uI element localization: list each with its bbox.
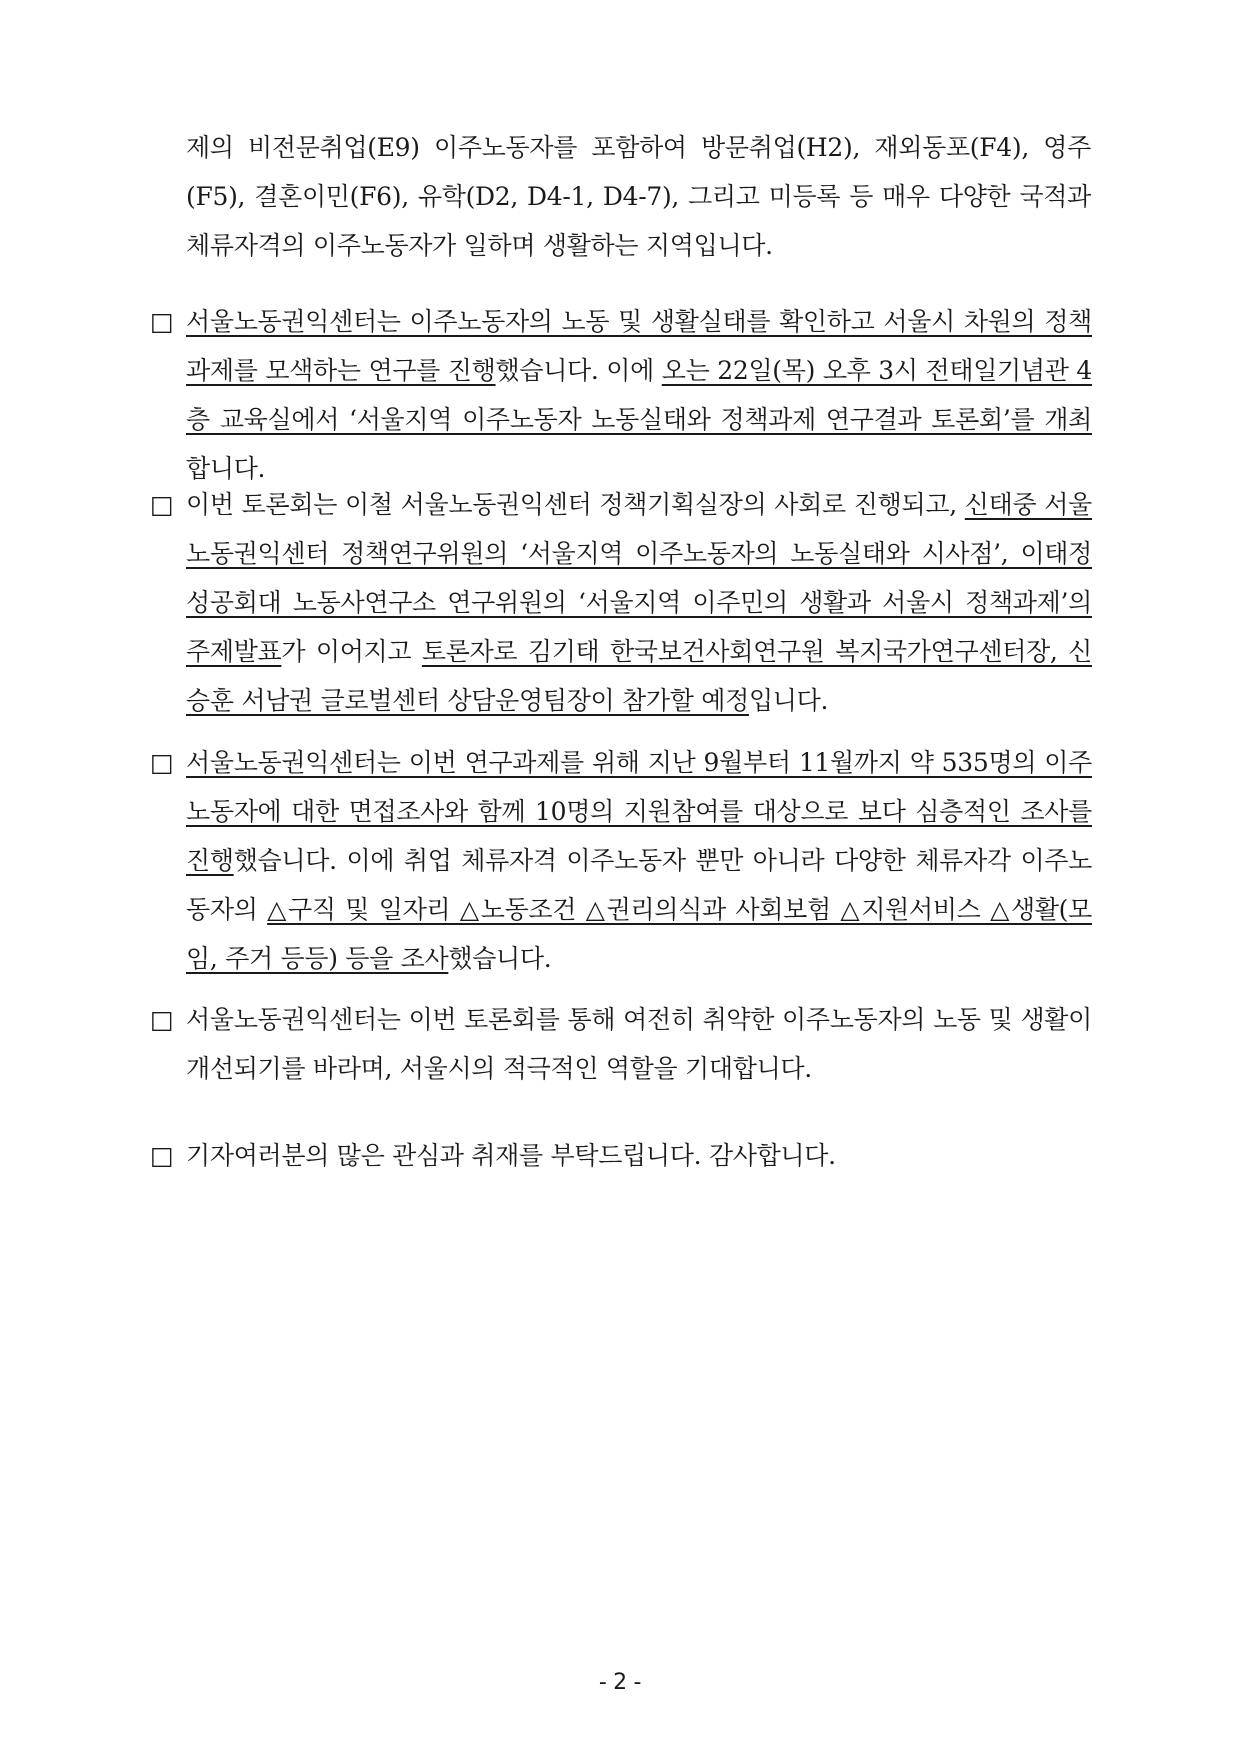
plain-text: 합니다. bbox=[186, 454, 266, 483]
checkbox-bullet-icon: □ bbox=[150, 1141, 174, 1170]
paragraph-body bbox=[186, 297, 1092, 493]
paragraph-body bbox=[186, 480, 1092, 725]
checkbox-bullet-icon: □ bbox=[150, 307, 174, 336]
underlined-text: 서울노동권익센터는 이번 연구과제를 위해 지난 9월부터 11월까지 약 535명의 이주노동자에 대한 면접조사와 함께 10명의 지원참여를 대상으로 보다 심층적인 조사를 진행 bbox=[186, 748, 1092, 875]
underlined-text: 토론자로 김기태 한국보건사회연구원 복지국가연구센터장, 신승훈 서남권 글로벌센터 상담운영팀장이 참가할 예정 bbox=[186, 637, 1092, 715]
continued-paragraph-text: 제의 비전문취업(E9) 이주노동자를 포함하여 방문취업(H2), 재외동포(F4), 영주(F5), 결혼이민(F6), 유학(D2, D4-1, D4-7), 그리고 미등록 등 매우 다양한 국적과 체류자격의 이주노동자가 일하며 생활하는 지역입니다. bbox=[186, 133, 1091, 260]
bullet-paragraph-4 bbox=[150, 995, 1092, 1093]
underlined-text: 오는 22일(목) 오후 3시 전태일기념관 4층 교육실에서 ‘서울지역 이주노동자 노동실태와 정책과제 연구결과 토론회’를 개최 bbox=[186, 356, 1092, 434]
page-number: - 2 - bbox=[598, 1670, 642, 1695]
plain-text: 입니다. bbox=[748, 686, 829, 715]
paragraph-body bbox=[186, 738, 1092, 983]
paragraph-body: 서울노동권익센터는 이번 토론회를 통해 여전히 취약한 이주노동자의 노동 및 생활이 개선되기를 바라며, 서울시의 적극적인 역할을 기대합니다. bbox=[186, 1005, 1092, 1083]
checkbox-bullet-icon: □ bbox=[150, 748, 174, 777]
underlined-text: △구직 및 일자리 △노동조건 △권리의식과 사회보험 △지원서비스 △생활(모임, 주거 등등) 등을 조사 bbox=[186, 895, 1092, 973]
underlined-text: 신태중 서울노동권익센터 정책연구위원의 ‘서울지역 이주노동자의 노동실태와 시사점’, 이태정 성공회대 노동사연구소 연구위원의 ‘서울지역 이주민의 생활과 서울시 정책과제’의 주제발표 bbox=[186, 490, 1092, 666]
plain-text: 했습니다. bbox=[448, 944, 552, 973]
bullet-paragraph-2 bbox=[150, 480, 1092, 725]
checkbox-bullet-icon: □ bbox=[150, 1005, 174, 1034]
bullet-paragraph-5 bbox=[150, 1131, 1092, 1180]
paragraph-body: 기자여러분의 많은 관심과 취재를 부탁드립니다. 감사합니다. bbox=[186, 1141, 836, 1170]
plain-text: 이번 토론회는 이철 서울노동권익센터 정책기획실장의 사회로 진행되고, bbox=[186, 490, 965, 519]
checkbox-bullet-icon: □ bbox=[150, 490, 174, 519]
bullet-paragraph-1 bbox=[150, 297, 1092, 493]
underlined-text: 서울노동권익센터는 이주노동자의 노동 및 생활실태를 확인하고 서울시 차원의 정책과제를 모색하는 연구를 진행 bbox=[186, 307, 1092, 385]
plain-text: 가 이어지고 bbox=[281, 637, 422, 666]
bullet-paragraph-3 bbox=[150, 738, 1092, 983]
continued-paragraph bbox=[186, 123, 1091, 270]
plain-text: 했습니다. 이에 bbox=[495, 356, 662, 385]
plain-text: 했습니다. 이에 취업 체류자격 이주노동자 뿐만 아니라 다양한 체류자각 이주노동자의 bbox=[186, 846, 1092, 924]
